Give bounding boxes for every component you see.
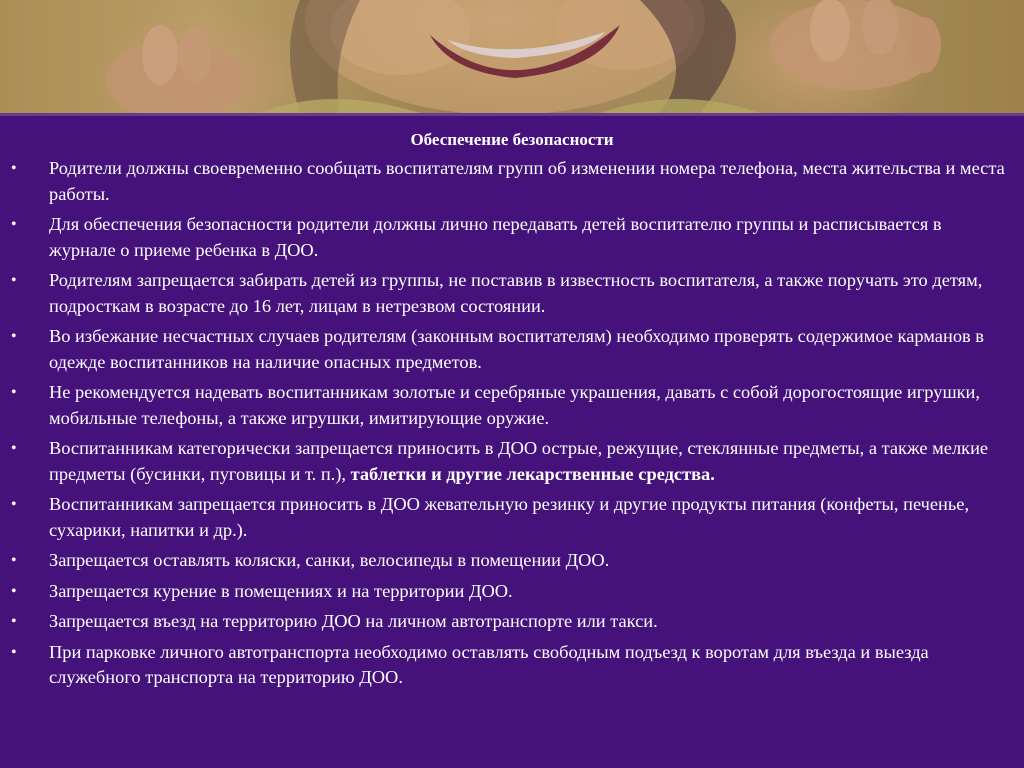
rules-list bbox=[0, 156, 1024, 696]
list-item bbox=[0, 579, 1024, 605]
bullet-icon: • bbox=[11, 216, 17, 233]
bullet-icon: • bbox=[11, 582, 17, 600]
bullet-icon: • bbox=[11, 643, 17, 661]
list-item-text: Запрещается курение в помещениях и на территории ДОО. bbox=[49, 580, 513, 601]
list-item bbox=[0, 268, 1024, 319]
bullet-icon: • bbox=[11, 440, 17, 457]
bullet-icon: • bbox=[11, 613, 17, 630]
bullet-icon: • bbox=[11, 328, 17, 345]
list-item-bold-text: таблетки и другие лекарственные средства. bbox=[350, 463, 715, 484]
header-photo-banner bbox=[0, 0, 1024, 113]
bullet-icon: • bbox=[11, 552, 17, 569]
list-item bbox=[0, 640, 1024, 691]
list-item-text: Воспитанникам запрещается приносить в ДОО жевательную резинку и другие продукты питания (конфеты, печенье, сухарики, напитки и др.). bbox=[49, 494, 970, 540]
slide-content bbox=[0, 116, 1024, 768]
list-item-text: Запрещается въезд на территорию ДОО на личном автотранспорте или такси. bbox=[49, 611, 658, 631]
list-item-text: При парковке личного автотранспорта необходимо оставлять свободным подъезд к воротам для въезда и выезда служебного транспорта на территорию ДОО. bbox=[49, 641, 929, 687]
list-item bbox=[0, 212, 1024, 263]
list-item bbox=[0, 609, 1024, 635]
list-item bbox=[0, 156, 1024, 207]
list-item-text: Запрещается оставлять коляски, санки, велосипеды в помещении ДОО. bbox=[49, 550, 610, 570]
bullet-icon: • bbox=[11, 272, 17, 289]
list-item-text: Для обеспечения безопасности родители должны лично передавать детей воспитателю группы и расписывается в журнале о приеме ребенка в ДОО. bbox=[49, 214, 942, 260]
list-item-text: Родители должны своевременно сообщать воспитателям групп об изменении номера телефона, места жительства и места работы. bbox=[49, 158, 1005, 204]
slide-heading: Обеспечение безопасности bbox=[410, 130, 614, 149]
list-item bbox=[0, 324, 1024, 375]
smiling-child-photo bbox=[0, 0, 1024, 113]
list-item bbox=[0, 492, 1024, 543]
list-item bbox=[0, 436, 1024, 487]
list-item-text: Родителям запрещается забирать детей из группы, не поставив в известность воспитателя, а также поручать это детям, подросткам в возрасте до 16 лет, лицам в нетрезвом состоянии. bbox=[49, 270, 983, 316]
bullet-icon: • bbox=[11, 496, 17, 513]
list-item-text: Не рекомендуется надевать воспитанникам золотые и серебряные украшения, давать с собой дорогостоящие игрушки, мобильные телефоны, а также игрушки, имитирующие оружие. bbox=[49, 382, 980, 428]
list-item bbox=[0, 548, 1024, 574]
bullet-icon: • bbox=[11, 384, 17, 401]
list-item bbox=[0, 380, 1024, 431]
list-item-text: Во избежание несчастных случаев родителям (законным воспитателям) необходимо проверять содержимое карманов в одежде воспитанников на наличие опасных предметов. bbox=[49, 326, 984, 372]
list-item-text: Воспитанникам категорически запрещается приносить в ДОО острые, режущие, стеклянные предметы, а также мелкие предметы (бусинки, пуговицы и т. п.), bbox=[49, 438, 989, 484]
bullet-icon: • bbox=[11, 160, 17, 177]
